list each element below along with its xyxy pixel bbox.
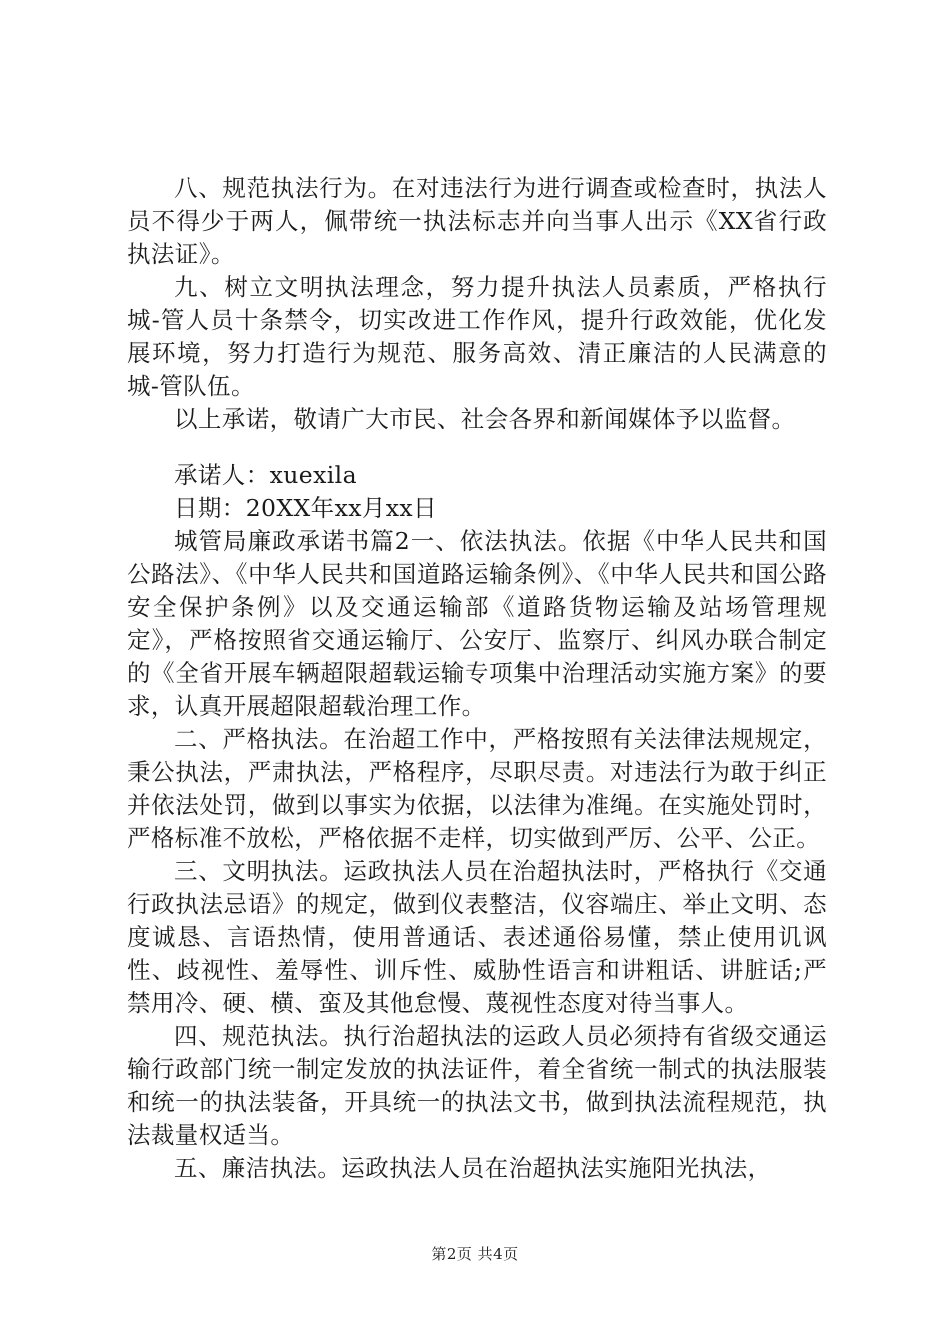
- paragraph-part2-two: 二、严格执法。在治超工作中，严格按照有关法律法规规定，秉公执法，严肃执法，严格程序，尽职尽责。对违法行为敢于纠正并依法处罚，做到以事实为依据，以法律为准绳。在实施处罚时，严格标准不放松，严格依据不走样，切实做到严厉、公平、公正。: [127, 725, 827, 852]
- date-line: 日期：20XX年xx月xx日: [174, 494, 437, 522]
- paragraph-commitment-closing: 以上承诺，敬请广大市民、社会各界和新闻媒体予以监督。: [174, 405, 796, 433]
- signer-line: 承诺人：xuexila: [174, 461, 357, 489]
- paragraph-nine: 九、树立文明执法理念，努力提升执法人员素质，严格执行城-管人员十条禁令，切实改进工作作风，提升行政效能，优化发展环境，努力打造行为规范、服务高效、清正廉洁的人民满意的城-管队伍。: [127, 273, 827, 400]
- paragraph-part2-three: 三、文明执法。运政执法人员在治超执法时，严格执行《交通行政执法忌语》的规定，做到仪表整洁，仪容端庄、举止文明、态度诚恳、言语热情，使用普通话、表述通俗易懂，禁止使用讥讽性、歧视性、羞辱性、训斥性、威胁性语言和讲粗话、讲脏话;严禁用冷、硬、横、蛮及其他怠慢、蔑视性态度对待当事人。: [127, 857, 827, 1017]
- paragraph-eight: 八、规范执法行为。在对违法行为进行调查或检查时，执法人员不得少于两人，佩带统一执法标志并向当事人出示《XX省行政执法证》。: [127, 174, 827, 268]
- paragraph-part2-one: 城管局廉政承诺书篇2一、依法执法。依据《中华人民共和国公路法》、《中华人民共和国道路运输条例》、《中华人民共和国公路安全保护条例》以及交通运输部《道路货物运输及站场管理规定》，严格按照省交通运输厅、公安厅、监察厅、纠风办联合制定的《全省开展车辆超限超载运输专项集中治理活动实施方案》的要求，认真开展超限超载治理工作。: [127, 527, 827, 720]
- section-spacer: [127, 436, 827, 459]
- paragraph-part2-four: 四、规范执法。执行治超执法的运政人员必须持有省级交通运输行政部门统一制定发放的执法证件，着全省统一制式的执法服装和统一的执法装备，开具统一的执法文书，做到执法流程规范，执法裁量权适当。: [127, 1022, 827, 1149]
- page-number: 第2页 共4页: [431, 1245, 519, 1263]
- paragraph-part2-five: 五、廉洁执法。运政执法人员在治超执法实施阳光执法，: [174, 1154, 772, 1182]
- document-body: [127, 172, 827, 1185]
